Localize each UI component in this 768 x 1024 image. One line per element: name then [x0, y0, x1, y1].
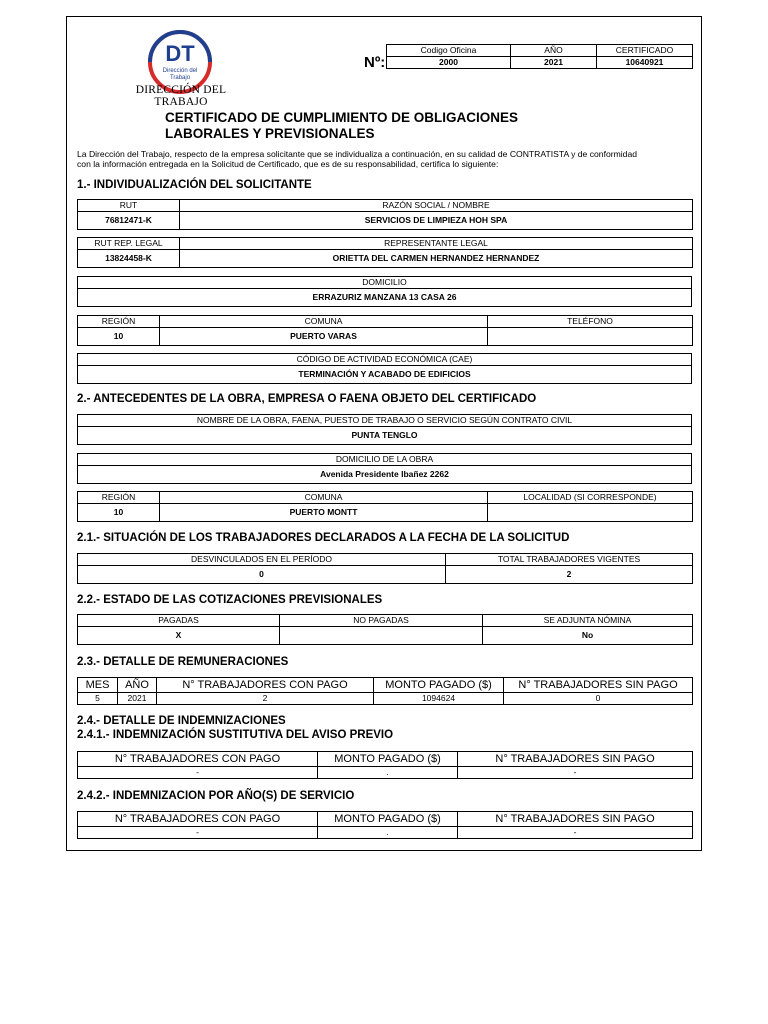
rem-val-con-pago: 2: [157, 693, 374, 705]
no-pagadas-header: NO PAGADAS: [280, 615, 483, 627]
aviso-col-con-pago: N° TRABAJADORES CON PAGO: [78, 752, 318, 767]
region-obra-value: 10: [78, 504, 160, 522]
title-line2: LABORALES Y PREVISIONALES: [165, 126, 375, 141]
comuna-obra-header: COMUNA: [160, 492, 488, 504]
cotizaciones-table: [77, 614, 693, 645]
rep-header: REPRESENTANTE LEGAL: [180, 238, 693, 250]
servicio-val-con-pago: -: [78, 827, 318, 839]
rem-col-sin-pago: N° TRABAJADORES SIN PAGO: [504, 678, 693, 693]
desvinculados-value: 0: [78, 566, 446, 584]
region-header: REGIÓN: [78, 316, 160, 328]
logo-caption: DIRECCIÓN DEL TRABAJO: [135, 84, 227, 108]
region-obra-table: [77, 491, 693, 522]
rep-value: ORIETTA DEL CARMEN HERNANDEZ HERNANDEZ: [180, 250, 693, 268]
servicio-val-sin-pago: -: [458, 827, 693, 839]
rut-value: 76812471-K: [78, 212, 180, 230]
rem-col-anio: AÑO: [118, 678, 157, 693]
aviso-val-con-pago: -: [78, 767, 318, 779]
servicio-val-monto: .: [318, 827, 458, 839]
nomina-header: SE ADJUNTA NÓMINA: [483, 615, 693, 627]
section-2-4-2-title: 2.4.2.- INDEMNIZACION POR AÑO(S) DE SERVICIO: [77, 790, 355, 802]
servicio-col-sin-pago: N° TRABAJADORES SIN PAGO: [458, 812, 693, 827]
no-pagadas-value: [280, 627, 483, 645]
header-val-anio: 2021: [511, 57, 597, 69]
rem-col-con-pago: N° TRABAJADORES CON PAGO: [157, 678, 374, 693]
rut-table: [77, 199, 693, 230]
telefono-header: TELÉFONO: [488, 316, 693, 328]
razon-header: RAZÓN SOCIAL / NOMBRE: [180, 200, 693, 212]
rut-header: RUT: [78, 200, 180, 212]
section-2-1-title: 2.1.- SITUACIÓN DE LOS TRABAJADORES DECLARADOS A LA FECHA DE LA SOLICITUD: [77, 532, 570, 544]
nomina-value: No: [483, 627, 693, 645]
localidad-header: LOCALIDAD (SI CORRESPONDE): [488, 492, 693, 504]
aviso-col-sin-pago: N° TRABAJADORES SIN PAGO: [458, 752, 693, 767]
aviso-val-sin-pago: -: [458, 767, 693, 779]
section-2-4-1-title: 2.4.1.- INDEMNIZACIÓN SUSTITUTIVA DEL AVISO PREVIO: [77, 729, 394, 741]
servicio-col-monto: MONTO PAGADO ($): [318, 812, 458, 827]
rem-val-anio: 2021: [118, 693, 157, 705]
total-vigentes-header: TOTAL TRABAJADORES VIGENTES: [446, 554, 693, 566]
rem-val-monto: 1094624: [374, 693, 504, 705]
obra-table: [77, 414, 692, 445]
rep-table: [77, 237, 693, 268]
section-2-4-title: 2.4.- DETALLE DE INDEMNIZACIONES: [77, 715, 286, 727]
header-col-oficina: Codigo Oficina: [387, 45, 511, 57]
domicilio-obra-header: DOMICILIO DE LA OBRA: [78, 454, 692, 466]
document-title: [165, 110, 518, 142]
domicilio-obra-table: [77, 453, 692, 484]
rem-val-mes: 5: [78, 693, 118, 705]
cae-table: [77, 353, 692, 384]
razon-value: SERVICIOS DE LIMPIEZA HOH SPA: [180, 212, 693, 230]
rem-val-sin-pago: 0: [504, 693, 693, 705]
header-val-oficina: 2000: [387, 57, 511, 69]
domicilio-header: DOMICILIO: [78, 277, 692, 289]
pagadas-value: X: [78, 627, 280, 645]
domicilio-table: [77, 276, 692, 307]
region-table: [77, 315, 693, 346]
obra-value: PUNTA TENGLO: [78, 427, 692, 445]
trabajadores-table: [77, 553, 693, 584]
header-col-certificado: CERTIFICADO: [597, 45, 693, 57]
header-table: [386, 44, 693, 69]
total-vigentes-value: 2: [446, 566, 693, 584]
cae-header: CÓDIGO DE ACTIVIDAD ECONÓMICA (CAE): [78, 354, 692, 366]
obra-header: NOMBRE DE LA OBRA, FAENA, PUESTO DE TRABAJO O SERVICIO SEGÚN CONTRATO CIVIL: [78, 415, 692, 427]
section-2-title: 2.- ANTECEDENTES DE LA OBRA, EMPRESA O FAENA OBJETO DEL CERTIFICADO: [77, 393, 537, 405]
desvinculados-header: DESVINCULADOS EN EL PERÍODO: [78, 554, 446, 566]
rem-col-mes: MES: [78, 678, 118, 693]
rutrep-value: 13824458-K: [78, 250, 180, 268]
localidad-value: [488, 504, 693, 522]
aviso-col-monto: MONTO PAGADO ($): [318, 752, 458, 767]
section-1-title: 1.- INDIVIDUALIZACIÓN DEL SOLICITANTE: [77, 179, 312, 191]
title-line1: CERTIFICADO DE CUMPLIMIENTO DE OBLIGACIONES: [165, 110, 519, 125]
servicio-col-con-pago: N° TRABAJADORES CON PAGO: [78, 812, 318, 827]
remuneraciones-table: [77, 677, 693, 705]
domicilio-obra-value: Avenida Presidente Ibañez 2262: [78, 466, 692, 484]
region-obra-header: REGIÓN: [78, 492, 160, 504]
aviso-val-monto: .: [318, 767, 458, 779]
rem-col-monto: MONTO PAGADO ($): [374, 678, 504, 693]
header-col-anio: AÑO: [511, 45, 597, 57]
comuna-header: COMUNA: [160, 316, 488, 328]
comuna-obra-value: PUERTO MONTT: [160, 504, 488, 522]
logo-line2: Trabajo: [169, 75, 191, 81]
telefono-value: [488, 328, 693, 346]
comuna-value: PUERTO VARAS: [160, 328, 488, 346]
logo-abbr: DT: [165, 41, 195, 66]
section-2-3-title: 2.3.- DETALLE DE REMUNERACIONES: [77, 656, 289, 668]
domicilio-value: ERRAZURIZ MANZANA 13 CASA 26: [78, 289, 692, 307]
intro-line1: La Dirección del Trabajo, respecto de la empresa solicitante que se individualiza a continuación, en su calidad de CONTRATISTA y de conformidad: [77, 149, 638, 159]
pagadas-header: PAGADAS: [78, 615, 280, 627]
certificate-page: [66, 16, 702, 851]
intro-line2: con la información entregada en la Solicitud de Certificado, que es de su responsabilidad, certifica lo siguiente:: [77, 159, 499, 169]
no-label: Nº:: [364, 54, 386, 71]
rutrep-header: RUT REP. LEGAL: [78, 238, 180, 250]
anios-servicio-table: [77, 811, 693, 839]
region-value: 10: [78, 328, 160, 346]
header-val-certificado: 10640921: [597, 57, 693, 69]
cae-value: TERMINACIÓN Y ACABADO DE EDIFICIOS: [78, 366, 692, 384]
aviso-previo-table: [77, 751, 693, 779]
logo-line1: Dirección del: [162, 68, 198, 74]
intro-text: [77, 149, 693, 169]
section-2-2-title: 2.2.- ESTADO DE LAS COTIZACIONES PREVISIONALES: [77, 594, 383, 606]
